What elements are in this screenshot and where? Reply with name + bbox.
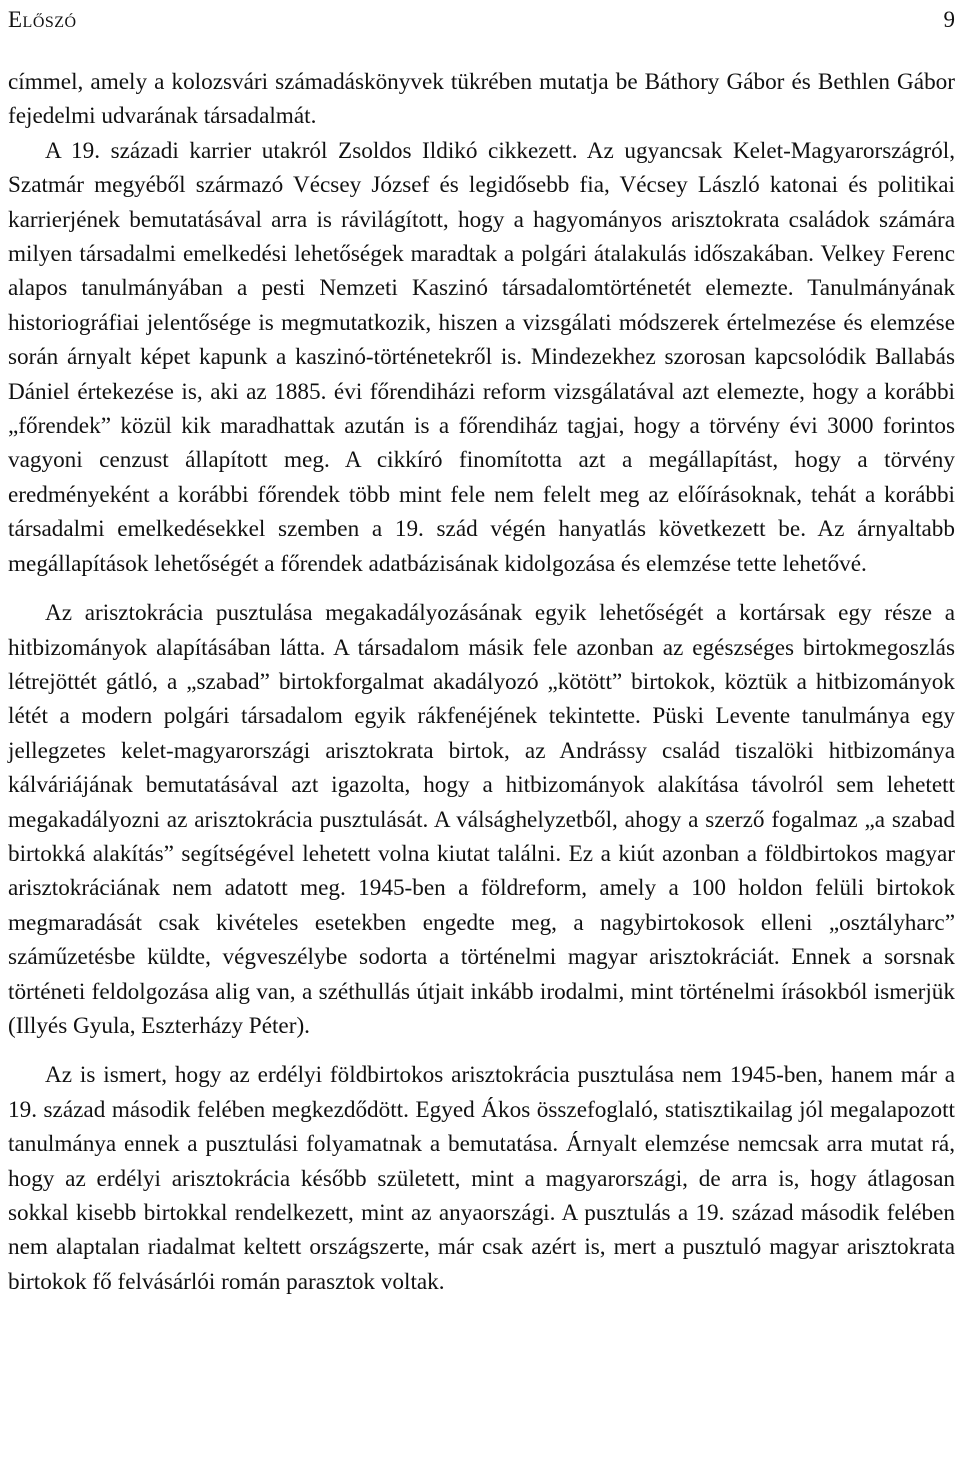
paragraph: Az is ismert, hogy az erdélyi földbirtokos arisztokrácia pusztulása nem 1945-ben, hanem már a 19. század második felében megkezdődött. Egyed Ákos összefoglaló, statisztikailag jól megalapozott tanulmánya ennek a pusztulási folyamatnak a bemutatása. Árnyalt elemzése nemcsak arra mutat rá, hogy az erdélyi arisztokrácia később született, mint a magyarországi, de arra is, hogy átlagosan sokkal kisebb birtokkal rendelkezett, mint az anyaországi. A pusztulás a 19. század második felében nem alaptalan riadalmat keltett országszerte, már csak azért is, mert a pusztuló magyar arisztokrata birtokok fő felvásárlói román parasztok voltak. bbox=[8, 1062, 955, 1295]
running-title: Előszó bbox=[8, 7, 77, 32]
paragraph: A 19. századi karrier utakról Zsoldos Ildikó cikkezett. Az ugyancsak Kelet-Magyarországról, Szatmár megyéből származó Vécsey József és legidősebb fia, Vécsey László katonai és politikai karrierjének bemutatásával arra is rávilágított, hogy a hagyományos arisztokrata családok számára milyen társadalmi emelkedési lehetőségek maradtak a polgári átalakulás időszakában. Velkey Ferenc alapos tanulmányában a pesti Nemzeti Kaszinó társadalomtörténetét elemezte. Tanulmányának historiográfiai jelentősége is megmutatkozik, hiszen a vizsgálati módszerek értelmezése és elemzése során árnyalt képet kapunk a kaszinó-történetekről is. Mindezekhez szorosan kapcsolódik Ballabás Dániel értekezése is, aki az 1885. évi főrendiházi reform vizsgálatával azt elemezte, hogy a korábbi „főrendek” közül kik maradhattak azután is a főrendiház tagjai, hogy a törvény évi 3000 forintos vagyoni cenzust állapított meg. A cikkíró finomította azt a megállapítást, hogy a törvény eredményeként a korábbi főrendek több mint fele nem felelt meg az előírásoknak, tehát a korábbi társadalmi emelkedésekkel szemben a 19. szád végén hanyatlás következett be. Az árnyaltabb megállapítások lehetőségét a főrendek adatbázisának kidolgozása és elemzése tette lehetővé. bbox=[8, 137, 955, 577]
paragraph-continuation: címmel, amely a kolozsvári számadáskönyvek tükrében mutatja be Báthory Gábor és Bethlen Gábor fejedelmi udvarának társadalmát. bbox=[8, 69, 955, 130]
paragraph: Az arisztokrácia pusztulása megakadályozásának egyik lehetőségét a kortársak egy része a hitbizományok alapításában látta. A társadalom másik fele azonban az egészséges birtokmegoszlás létrejöttét gátló, a „szabad” birtokforgalmat akadályozó „kötött” birtokok, köztük a hitbizományok létét a modern polgári társadalom egyik rákfenéjének tekintette. Püski Levente tanulmánya egy jellegzetes kelet-magyarországi arisztokrata birtok, az Andrássy család tiszalöki hitbizománya kálváriájának bemutatásával azt igazolta, hogy a hitbizományok alakítása távolról sem lehetett megakadályozni az arisztokrácia pusztulását. A válsághelyzetből, ahogy a szerző fogalmaz „a szabad birtokká alakítás” segítségével lehetett volna kiutat találni. Ez a kiút azonban a földbirtokos magyar arisztokráciának nem adatott meg. 1945-ben a földreform, amely a 100 holdon felüli birtokok megmaradását csak kivételes esetekben engedte meg, a nagybirtokosok elleni „osztályharc” száműzetésbe küldte, végveszélybe sodorta a történelmi magyar arisztokráciát. Ennek a sorsnak történeti feldolgozása alig van, a széthullás útjait inkább irodalmi, mint történelmi írásokból ismerjük (Illyés Gyula, Eszterházy Péter). bbox=[8, 600, 955, 1039]
body-text bbox=[8, 65, 955, 1299]
page-number: 9 bbox=[943, 7, 955, 32]
running-header bbox=[8, 0, 955, 40]
document-page bbox=[8, 0, 955, 1299]
